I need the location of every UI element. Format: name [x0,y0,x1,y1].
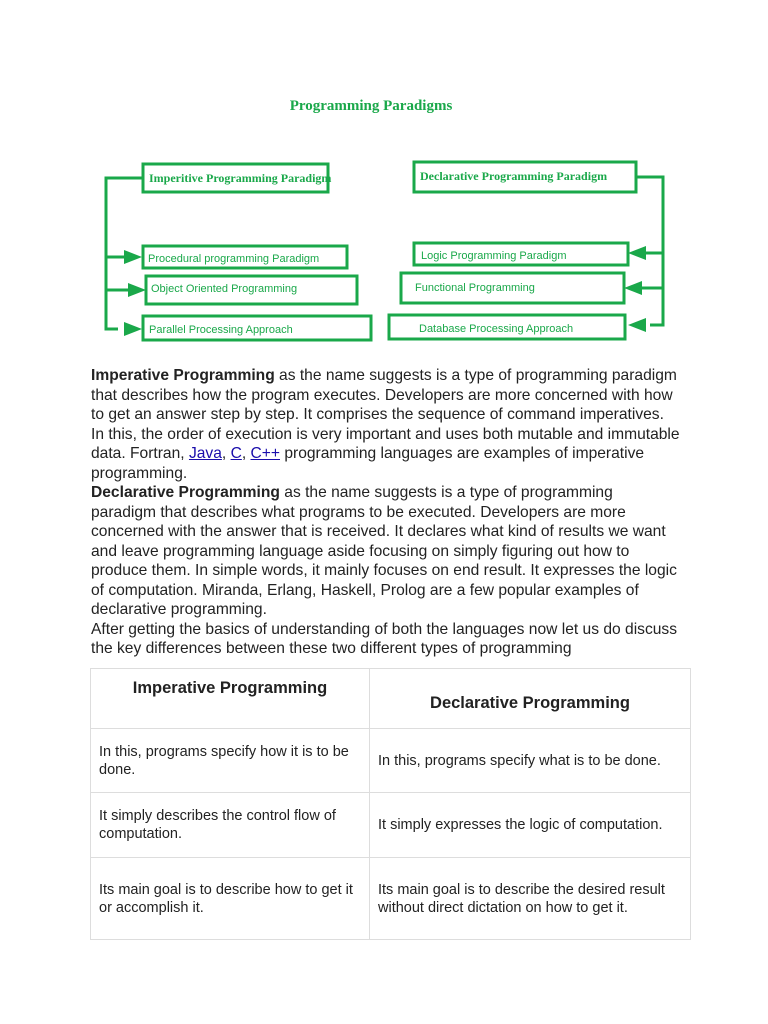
table-row [91,858,691,940]
imperative-root-label: Imperitive Programming Paradigm [149,171,332,185]
table-cell: Its main goal is to describe the desired result without direct dictation on how to get it. [370,858,691,940]
cpp-link[interactable]: C++ [250,445,280,462]
declarative-text: as the name suggests is a type of programming paradigm that describes what programs to be executed. Developers are more concerned with the answer that is received. It declares what kind of results we want and leave programming language aside focusing on simply figuring out how to produce them. In simple words, it mainly focuses on end result. It expresses the logic of computation. Miranda, Erlang, Haskell, Prolog are a few popular examples of declarative programming. [91,484,677,618]
c-link[interactable]: C [230,445,242,462]
arrow-functional [624,281,642,295]
declarative-paragraph [91,483,681,620]
database-label: Database Processing Approach [419,323,574,335]
procedural-label: Procedural programming Paradigm [148,253,320,265]
paradigm-diagram [0,0,768,350]
comparison-table [90,668,691,940]
table-cell: It simply describes the control flow of computation. [91,793,370,858]
table-row [91,793,691,858]
java-link[interactable]: Java [188,445,222,462]
table-cell: Its main goal is to describe how to get it or accomplish it. [91,858,370,940]
table-cell: In this, programs specify what is to be done. [370,729,691,793]
arrow-procedural [124,250,142,264]
arrow-logic [628,246,646,260]
imperative-tail: programming languages are examples of imperative programming. [91,445,645,482]
diagram-title: Programming Paradigms [289,98,453,114]
transition-paragraph: After getting the basics of understanding of both the languages now let us do discuss the key differences between these two different types of programming [91,620,678,657]
arrow-database [628,318,646,332]
declarative-root-label: Declarative Programming Paradigm [420,169,608,183]
header-declarative: Declarative Programming [370,669,691,729]
separator: , [241,445,251,462]
imperative-term: Imperative Programming [91,367,275,384]
imperative-text: as the name suggests is a type of programming paradigm that describes how the program executes. Developers are more concerned with how to get an answer step by step. It comprises the sequence of command imperatives. In this, the order of execution is very important and uses both mutable and immutable data. Fortran, [91,367,680,462]
functional-label: Functional Programming [415,282,535,294]
oop-label: Object Oriented Programming [151,283,298,295]
arrow-oop [128,283,146,297]
table-cell: In this, programs specify how it is to be done. [91,729,370,793]
separator: , [221,445,231,462]
article-body [91,366,681,659]
arrow-parallel [124,322,142,336]
declarative-term: Declarative Programming [91,484,280,501]
parallel-label: Parallel Processing Approach [149,324,293,336]
header-imperative: Imperative Programming [91,669,370,729]
table-row [91,729,691,793]
imperative-paragraph [91,366,681,483]
table-cell: It simply expresses the logic of computation. [370,793,691,858]
table-header-row [91,669,691,729]
logic-label: Logic Programming Paradigm [421,250,567,262]
